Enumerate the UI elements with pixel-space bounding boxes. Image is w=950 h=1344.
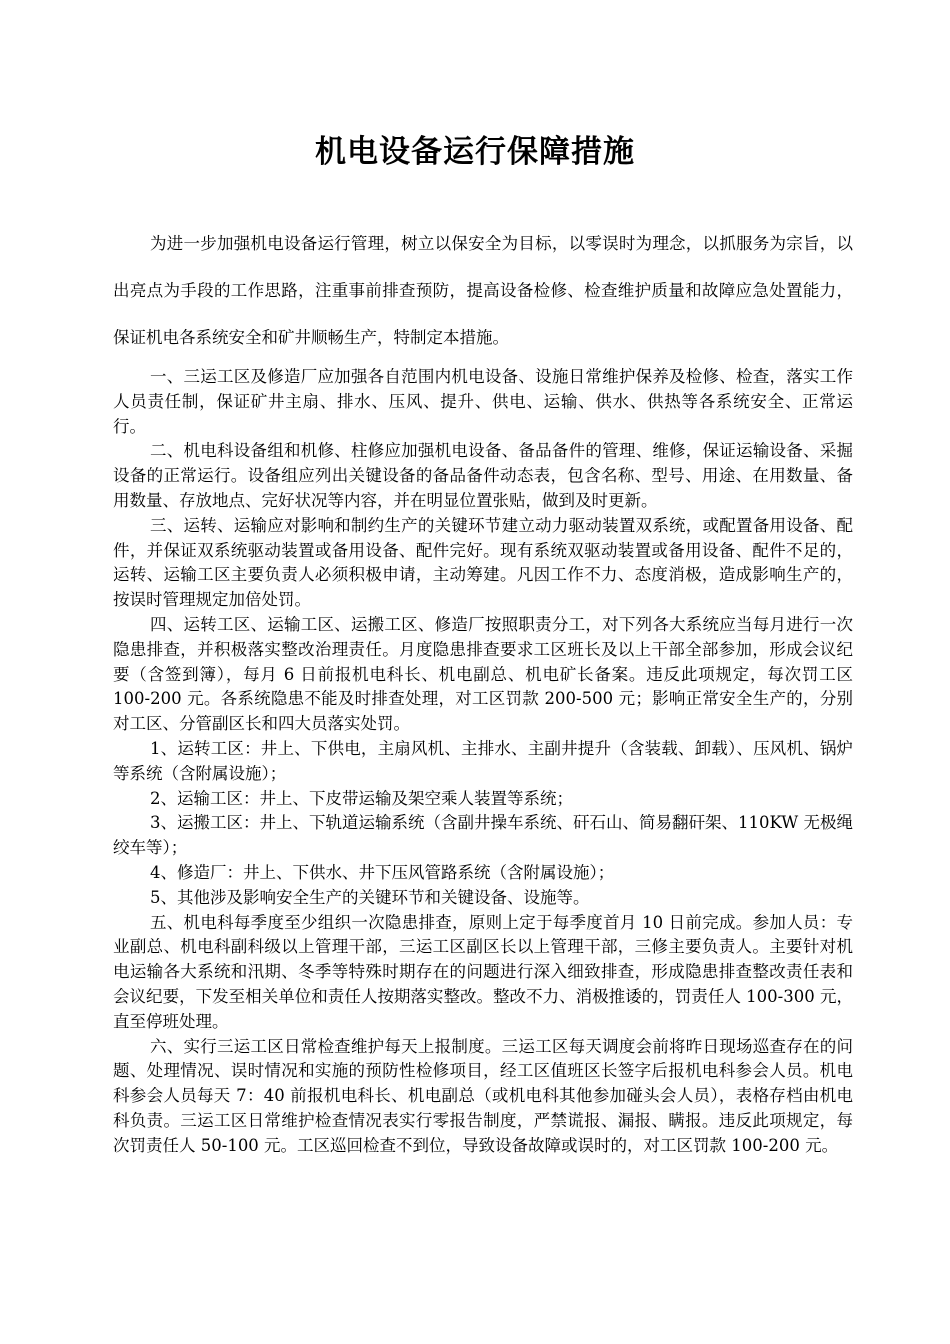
document-title: 机电设备运行保障措施: [315, 134, 635, 170]
section-4-paragraph: 四、运转工区、运输工区、运搬工区、修造厂按照职责分工，对下列各大系统应当每月进行一次隐患排查，并积极落实整改治理责任。月度隐患排查要求工区班长及以上干部全部参加，形成会议纪要（含签到簿），每月 6 日前报机电科长、机电副总、机电矿长备案。违反此项规定，每次罚工区 100-200 元。各系统隐患不能及时排查处理，对工区罚款 200-500 元；影响正常安全生产的，分别对工区、分管副区长和四大员落实处罚。: [113, 614, 853, 734]
intro-paragraph: 为进一步加强机电设备运行管理，树立以保安全为目标，以零误时为理念，以抓服务为宗旨，以出亮点为手段的工作思路，注重事前排查预防，提高设备检修、检查维护质量和故障应急处置能力，保证机电各系统安全和矿井顺畅生产，特制定本措施。: [113, 234, 853, 347]
list-item-4: 4、修造厂：井上、下供水、井下压风管路系统（含附属设施）；: [150, 862, 615, 882]
section-2-paragraph: 二、机电科设备组和机修、柱修应加强机电设备、备品备件的管理、维修，保证运输设备、采掘设备的正常运行。设备组应列出关键设备的备品备件动态表，包含名称、型号、用途、在用数量、备用数量、存放地点、完好状况等内容，并在明显位置张贴，做到及时更新。: [113, 441, 853, 510]
list-item-5: 5、其他涉及影响安全生产的关键环节和关键设备、设施等。: [150, 887, 590, 907]
list-item-2: 2、运输工区：井上、下皮带运输及架空乘人装置等系统；: [150, 788, 573, 808]
section-3-paragraph: 三、运转、运输应对影响和制约生产的关键环节建立动力驱动装置双系统，或配置备用设备、配件，并保证双系统驱动装置或备用设备、配件完好。现有系统双驱动装置或备用设备、配件不足的，运转、运输工区主要负责人必须积极申请，主动筹建。凡因工作不力、态度消极，造成影响生产的，按误时管理规定加倍处罚。: [113, 515, 853, 610]
document-body: [113, 365, 853, 1159]
section-1-paragraph: 一、三运工区及修造厂应加强各自范围内机电设备、设施日常维护保养及检修、检查，落实工作人员责任制，保证矿井主扇、排水、压风、提升、供电、运输、供水、供热等各系统安全、正常运行。: [113, 367, 853, 436]
section-6-paragraph: 六、实行三运工区日常检查维护每天上报制度。三运工区每天调度会前将昨日现场巡查存在的问题、处理情况、误时情况和实施的预防性检修项目，经工区值班区长签字后报机电科参会人员。机电科参会人员每天 7：40 前报机电科长、机电副总（或机电科其他参加碰头会人员），表格存档由机电科负责。三运工区日常维护检查情况表实行零报告制度，严禁谎报、漏报、瞒报。违反此项规定，每次罚责任人 50-100 元。工区巡回检查不到位，导致设备故障或误时的，对工区罚款 100-200 元。: [113, 1036, 853, 1155]
list-item-1: 1、运转工区：井上、下供电，主扇风机、主排水、主副井提升（含装载、卸载）、压风机、锅炉等系统（含附属设施）；: [113, 738, 853, 783]
section-5-paragraph: 五、机电科每季度至少组织一次隐患排查，原则上定于每季度首月 10 日前完成。参加人员：专业副总、机电科副科级以上管理干部，三运工区副区长以上管理干部，三修主要负责人。主要针对机电运输各大系统和汛期、冬季等特殊时期存在的问题进行深入细致排查，形成隐患排查整改责任表和会议纪要，下发至相关单位和责任人按期落实整改。整改不力、消极推诿的，罚责任人 100-300 元，直至停班处理。: [113, 912, 853, 1031]
list-item-3: 3、运搬工区：井上、下轨道运输系统（含副井操车系统、矸石山、简易翻矸架、110KW 无极绳绞车等）；: [113, 813, 853, 858]
